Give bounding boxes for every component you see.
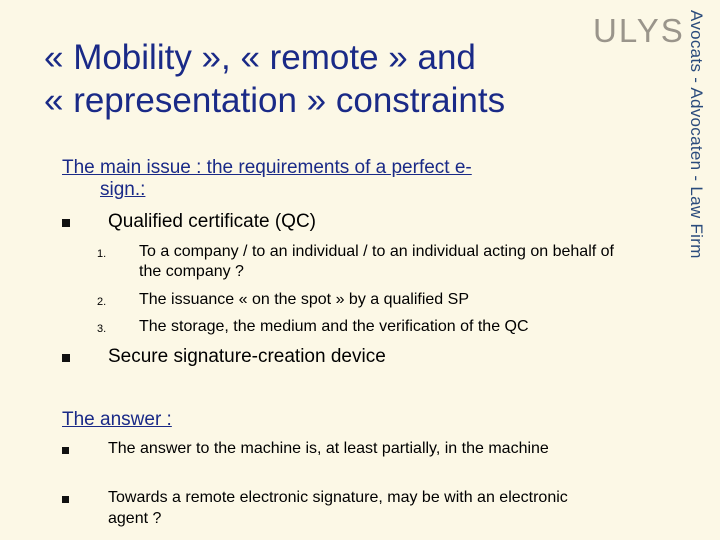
bullet-text: The answer to the machine is, at least partially, in the machine xyxy=(108,440,549,457)
bullet-text: Towards a remote electronic signature, may be with an electronic agent ? xyxy=(108,489,568,527)
section-heading-answer xyxy=(62,409,172,431)
item-number: 1. xyxy=(97,248,107,260)
item-text: The issuance « on the spot » by a qualified SP xyxy=(139,291,469,308)
heading-line-1: The main issue : the requirements of a perfect e- xyxy=(62,157,472,178)
item-number: 2. xyxy=(97,296,107,308)
item-text: The storage, the medium and the verification of the QC xyxy=(139,318,529,335)
bullet-text: Secure signature-creation device xyxy=(108,346,386,367)
numbered-item-1 xyxy=(97,242,657,284)
side-tagline-text: Avocats - Advocaten - Law Firm xyxy=(687,10,706,259)
answer-bullet-1 xyxy=(62,438,622,457)
title-line-2: « representation » constraints xyxy=(44,81,506,120)
side-tagline xyxy=(682,10,710,259)
bullet-qualified-certificate xyxy=(62,210,317,232)
bullet-text: Qualified certificate (QC) xyxy=(108,211,317,232)
ulys-logo: ULYS xyxy=(593,12,685,49)
slide-title xyxy=(44,36,644,122)
bullet-square-icon xyxy=(62,354,70,362)
heading-line-2: sign.: xyxy=(100,179,146,200)
bullet-square-icon xyxy=(62,447,69,454)
title-line-1: « Mobility », « remote » and xyxy=(44,38,476,77)
section-heading-main-issue xyxy=(62,157,472,201)
item-number: 3. xyxy=(97,323,107,335)
answer-bullet-2 xyxy=(62,487,622,527)
bullet-secure-device xyxy=(62,345,386,367)
numbered-item-3 xyxy=(97,317,657,339)
heading-answer-text: The answer : xyxy=(62,409,172,430)
numbered-item-2 xyxy=(97,290,657,312)
bullet-square-icon xyxy=(62,496,69,503)
item-text: To a company / to an individual / to an individual acting on behalf of the company ? xyxy=(139,243,614,280)
bullet-square-icon xyxy=(62,219,70,227)
